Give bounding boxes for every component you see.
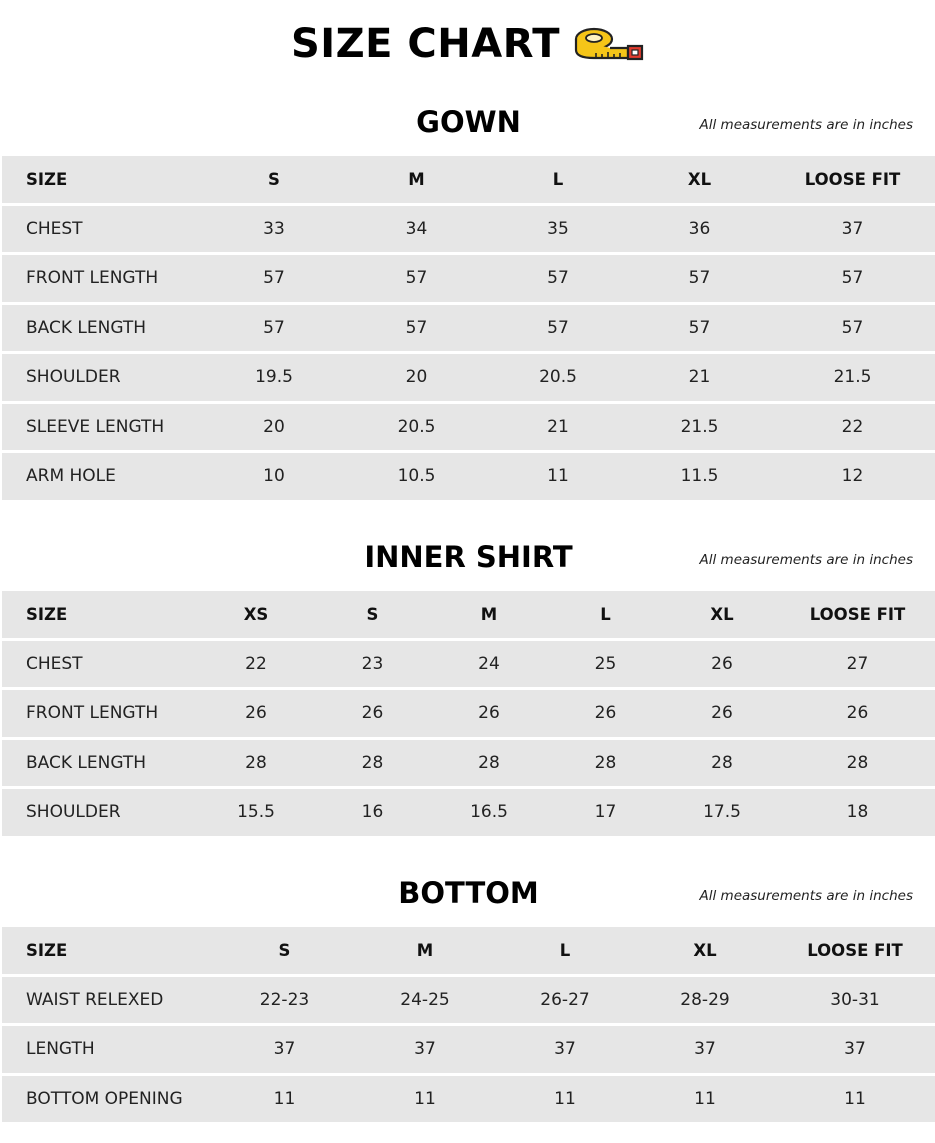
column-header: S	[214, 927, 355, 974]
table-cell: 33	[202, 206, 346, 253]
table-cell: 26	[431, 690, 547, 737]
table-cell: 28-29	[635, 977, 775, 1024]
table-header-row	[2, 927, 935, 974]
table-cell: 26-27	[495, 977, 635, 1024]
row-label: CHEST	[2, 641, 198, 688]
column-header: XS	[198, 591, 314, 638]
column-header: L	[495, 927, 635, 974]
table-cell: 26	[664, 641, 780, 688]
bottom-header	[2, 873, 935, 927]
row-label: BACK LENGTH	[2, 305, 202, 352]
inner-shirt-header	[2, 537, 935, 591]
table-cell: 26	[314, 690, 431, 737]
table-cell: 11	[355, 1076, 495, 1123]
column-header: L	[547, 591, 664, 638]
table-cell: 21	[629, 354, 770, 401]
table-cell: 57	[346, 305, 487, 352]
gown-note: All measurements are in inches	[699, 117, 913, 133]
table-cell: 22	[770, 404, 935, 451]
table-row	[2, 453, 935, 500]
column-header: XL	[635, 927, 775, 974]
table-cell: 37	[355, 1026, 495, 1073]
table-cell: 11	[635, 1076, 775, 1123]
column-header: SIZE	[2, 591, 198, 638]
table-cell: 11	[214, 1076, 355, 1123]
row-label: SLEEVE LENGTH	[2, 404, 202, 451]
table-cell: 36	[629, 206, 770, 253]
measuring-tape-icon	[574, 26, 644, 62]
inner-shirt-title: INNER SHIRT	[364, 540, 573, 574]
row-label: BOTTOM OPENING	[2, 1076, 214, 1123]
table-cell: 20	[346, 354, 487, 401]
table-row	[2, 977, 935, 1024]
page-title: SIZE CHART	[290, 21, 561, 67]
column-header: M	[346, 156, 487, 203]
title-bar	[0, 18, 935, 70]
table-cell: 24-25	[355, 977, 495, 1024]
table-cell: 16.5	[431, 789, 547, 836]
table-cell: 20	[202, 404, 346, 451]
table-cell: 10	[202, 453, 346, 500]
table-cell: 37	[635, 1026, 775, 1073]
table-cell: 37	[495, 1026, 635, 1073]
row-label: LENGTH	[2, 1026, 214, 1073]
column-header: LOOSE FIT	[780, 591, 935, 638]
table-cell: 22	[198, 641, 314, 688]
table-cell: 10.5	[346, 453, 487, 500]
table-cell: 57	[487, 305, 629, 352]
inner-shirt-table	[2, 588, 935, 839]
table-cell: 37	[770, 206, 935, 253]
table-cell: 24	[431, 641, 547, 688]
table-row	[2, 690, 935, 737]
inner-shirt-section	[2, 537, 935, 839]
table-cell: 37	[775, 1026, 935, 1073]
column-header: XL	[629, 156, 770, 203]
table-cell: 19.5	[202, 354, 346, 401]
table-header-row	[2, 156, 935, 203]
column-header: SIZE	[2, 927, 214, 974]
row-label: WAIST RELEXED	[2, 977, 214, 1024]
table-cell: 22-23	[214, 977, 355, 1024]
table-row	[2, 206, 935, 253]
table-row	[2, 305, 935, 352]
table-cell: 11	[495, 1076, 635, 1123]
table-cell: 28	[547, 740, 664, 787]
table-cell: 28	[431, 740, 547, 787]
row-label: SHOULDER	[2, 789, 198, 836]
table-row	[2, 1076, 935, 1123]
table-cell: 20.5	[487, 354, 629, 401]
table-cell: 57	[487, 255, 629, 302]
table-cell: 25	[547, 641, 664, 688]
table-cell: 17.5	[664, 789, 780, 836]
table-cell: 28	[314, 740, 431, 787]
table-cell: 11	[775, 1076, 935, 1123]
column-header: S	[314, 591, 431, 638]
table-cell: 20.5	[346, 404, 487, 451]
table-cell: 18	[780, 789, 935, 836]
table-cell: 15.5	[198, 789, 314, 836]
gown-header	[2, 102, 935, 156]
column-header: L	[487, 156, 629, 203]
gown-title: GOWN	[416, 105, 521, 139]
bottom-note: All measurements are in inches	[699, 888, 913, 904]
column-header: SIZE	[2, 156, 202, 203]
table-cell: 57	[770, 305, 935, 352]
table-cell: 21.5	[629, 404, 770, 451]
table-cell: 57	[629, 305, 770, 352]
table-cell: 12	[770, 453, 935, 500]
table-cell: 57	[202, 255, 346, 302]
table-cell: 27	[780, 641, 935, 688]
table-cell: 26	[547, 690, 664, 737]
table-cell: 35	[487, 206, 629, 253]
column-header: LOOSE FIT	[775, 927, 935, 974]
row-label: BACK LENGTH	[2, 740, 198, 787]
table-cell: 21.5	[770, 354, 935, 401]
table-cell: 11	[487, 453, 629, 500]
table-header-row	[2, 591, 935, 638]
column-header: LOOSE FIT	[770, 156, 935, 203]
bottom-table	[2, 924, 935, 1125]
column-header: S	[202, 156, 346, 203]
table-cell: 26	[664, 690, 780, 737]
row-label: ARM HOLE	[2, 453, 202, 500]
table-row	[2, 404, 935, 451]
table-row	[2, 354, 935, 401]
table-cell: 37	[214, 1026, 355, 1073]
bottom-title: BOTTOM	[398, 876, 539, 910]
row-label: FRONT LENGTH	[2, 255, 202, 302]
table-cell: 26	[780, 690, 935, 737]
row-label: SHOULDER	[2, 354, 202, 401]
bottom-section	[2, 873, 935, 1125]
table-row	[2, 641, 935, 688]
row-label: CHEST	[2, 206, 202, 253]
table-cell: 16	[314, 789, 431, 836]
table-cell: 11.5	[629, 453, 770, 500]
table-row	[2, 789, 935, 836]
column-header: M	[431, 591, 547, 638]
gown-table	[2, 153, 935, 503]
table-cell: 28	[780, 740, 935, 787]
table-row	[2, 255, 935, 302]
table-cell: 57	[629, 255, 770, 302]
gown-section	[2, 102, 935, 503]
row-label: FRONT LENGTH	[2, 690, 198, 737]
table-row	[2, 740, 935, 787]
table-cell: 57	[770, 255, 935, 302]
table-cell: 57	[346, 255, 487, 302]
table-cell: 28	[664, 740, 780, 787]
inner-shirt-note: All measurements are in inches	[699, 552, 913, 568]
column-header: M	[355, 927, 495, 974]
column-header: XL	[664, 591, 780, 638]
table-cell: 23	[314, 641, 431, 688]
table-cell: 57	[202, 305, 346, 352]
table-cell: 26	[198, 690, 314, 737]
table-cell: 34	[346, 206, 487, 253]
table-cell: 17	[547, 789, 664, 836]
table-row	[2, 1026, 935, 1073]
table-cell: 28	[198, 740, 314, 787]
table-cell: 30-31	[775, 977, 935, 1024]
table-cell: 21	[487, 404, 629, 451]
